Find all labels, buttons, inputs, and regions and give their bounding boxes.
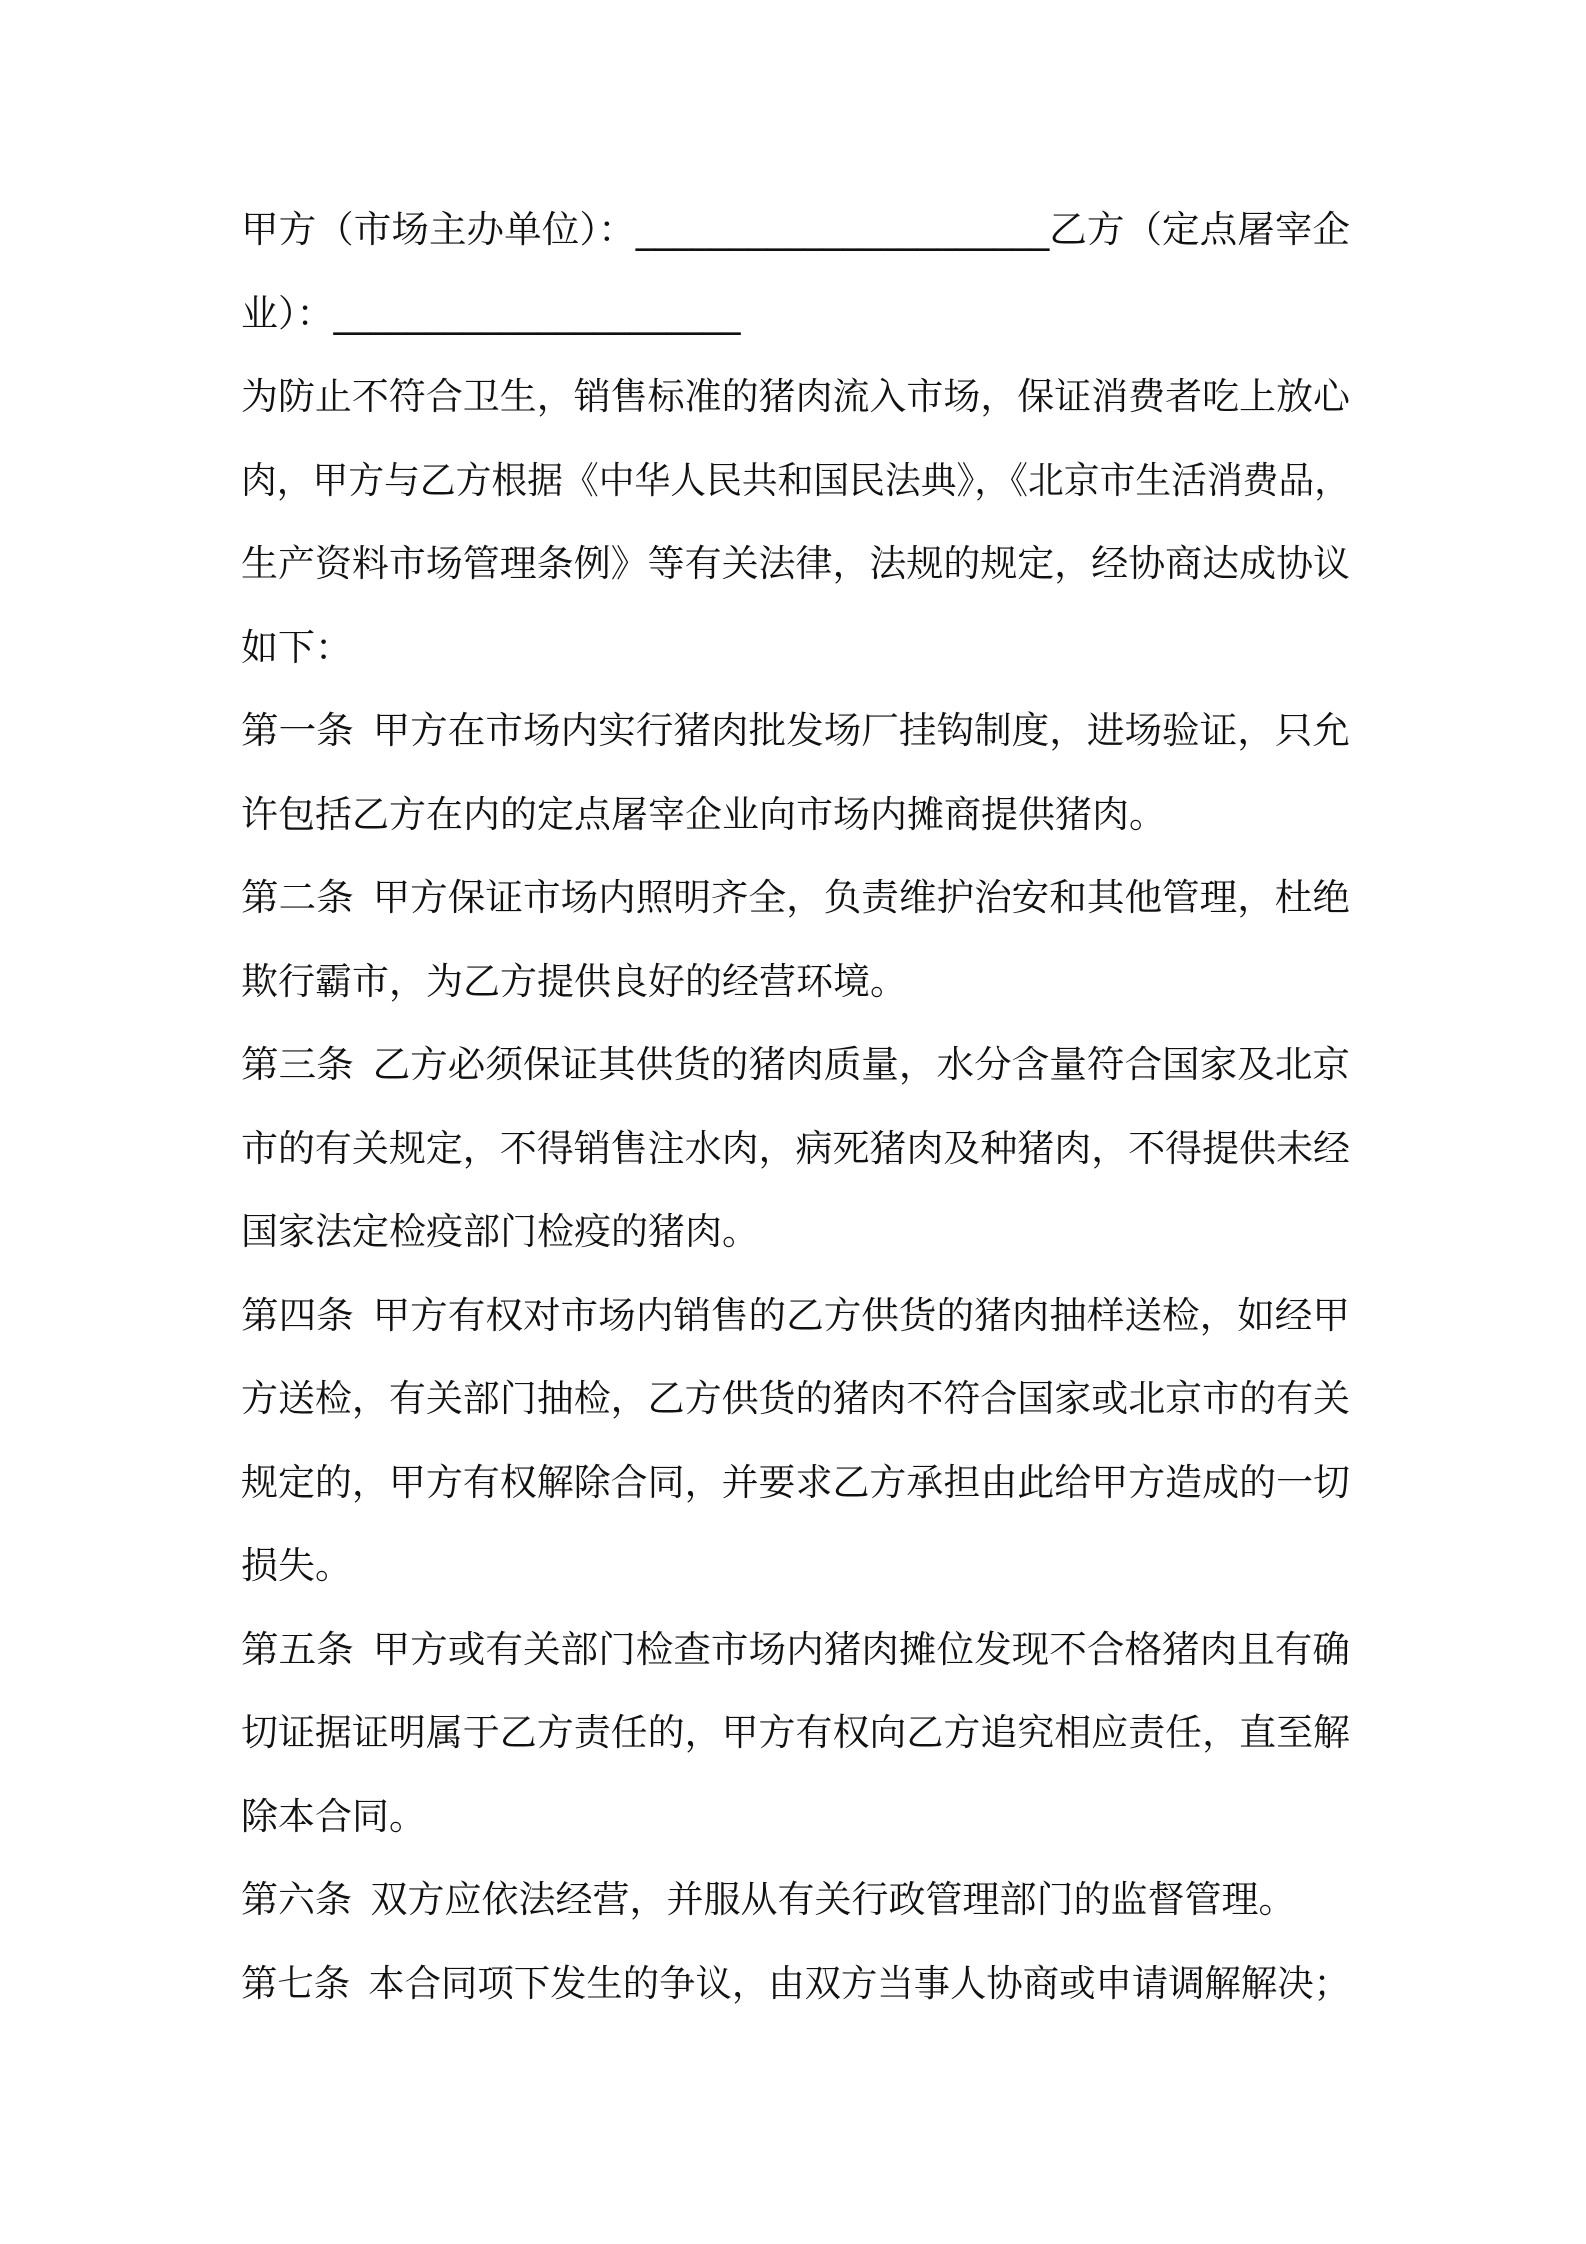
article-5-line: [241, 1608, 1350, 1692]
article-5-first-line: [241, 1608, 1350, 1692]
preamble-text: 肉，甲方与乙方根据《中华人民共和国民法典》，《北京市生活消费品，: [241, 458, 1350, 502]
preamble-line: [241, 355, 1350, 439]
party-b-blank: ______________________: [333, 291, 741, 335]
party-b-label: 乙方（定点屠宰企: [1049, 208, 1350, 251]
article-3-first-line: [241, 1023, 1350, 1107]
preamble-text: 如下：: [241, 625, 352, 669]
preamble-text: 为防止不符合卫生，销售标准的猪肉流入市场，保证消费者吃上放心: [241, 375, 1350, 418]
article-5-line: [241, 1775, 1350, 1859]
article-6-line: [241, 1858, 1350, 1942]
preamble-line: [241, 439, 1350, 523]
article-text: 方送检，有关部门抽检，乙方供货的猪肉不符合国家或北京市的有关: [241, 1377, 1350, 1420]
article-6-first-line: [241, 1858, 1296, 1942]
article-7-line: [241, 1942, 1350, 2026]
article-4-line: [241, 1524, 1350, 1608]
article-1-line: [241, 689, 1350, 773]
article-1-line: [241, 773, 1350, 857]
article-4-line: [241, 1274, 1350, 1358]
article-3-line: [241, 1023, 1350, 1107]
article-2-first-line: [241, 856, 1350, 940]
article-text: 切证据证明属于乙方责任的，甲方有权向乙方追究相应责任，直至解: [241, 1711, 1350, 1754]
article-text: 甲方保证市场内照明齐全，负责维护治安和其他管理，杜绝: [372, 876, 1350, 919]
article-4-line: [241, 1357, 1350, 1441]
article-text: 本合同项下发生的争议，由双方当事人协商或申请调解解决；: [368, 1961, 1350, 2005]
article-number: 第二条: [241, 876, 354, 919]
article-text: 许包括乙方在内的定点屠宰企业向市场内摊商提供猪肉。: [241, 792, 1166, 836]
article-number: 第四条: [241, 1293, 354, 1337]
article-4-first-line: [241, 1274, 1350, 1358]
article-number: 第六条: [241, 1878, 352, 1921]
contract-body: [241, 188, 1350, 2025]
article-5-line: [241, 1691, 1350, 1775]
article-text: 损失。: [241, 1544, 352, 1587]
party-b-label-continued: 业）：: [241, 291, 334, 335]
article-7-first-line: [241, 1942, 1350, 2026]
article-1-first-line: [241, 689, 1350, 773]
article-text: 国家法定检疫部门检疫的猪肉。: [241, 1210, 759, 1253]
article-number: 第一条: [241, 709, 354, 752]
article-text: 规定的，甲方有权解除合同，并要求乙方承担由此给甲方造成的一切: [241, 1460, 1350, 1504]
article-2-line: [241, 940, 1350, 1024]
article-3-line: [241, 1190, 1350, 1274]
preamble-line: [241, 606, 1350, 690]
article-3-line: [241, 1107, 1350, 1191]
article-text: 市的有关规定，不得销售注水肉，病死猪肉及种猪肉，不得提供未经: [241, 1126, 1350, 1170]
article-text: 双方应依法经营，并服从有关行政管理部门的监督管理。: [370, 1878, 1296, 1921]
parties-line: [241, 188, 1350, 272]
preamble-text: 生产资料市场管理条例》等有关法律，法规的规定，经协商达成协议: [241, 542, 1350, 585]
party-a-label: 甲方（市场主办单位）：: [241, 208, 636, 251]
preamble-line: [241, 522, 1350, 606]
article-2-line: [241, 856, 1350, 940]
parties-line-content: [241, 272, 741, 356]
article-text: 欺行霸市，为乙方提供良好的经营环境。: [241, 959, 907, 1003]
article-text: 甲方有权对市场内销售的乙方供货的猪肉抽样送检，如经甲: [372, 1293, 1350, 1337]
article-text: 甲方在市场内实行猪肉批发场厂挂钩制度，进场验证，只允: [372, 709, 1350, 752]
article-number: 第七条: [241, 1961, 351, 2005]
article-text: 乙方必须保证其供货的猪肉质量，水分含量符合国家及北京: [372, 1043, 1350, 1086]
parties-line-content: [241, 188, 1350, 272]
article-number: 第五条: [241, 1627, 354, 1671]
article-number: 第三条: [241, 1043, 354, 1086]
article-text: 除本合同。: [241, 1794, 426, 1838]
party-a-blank: ______________________: [635, 208, 1050, 251]
parties-line: [241, 272, 1350, 356]
article-4-line: [241, 1441, 1350, 1525]
article-text: 甲方或有关部门检查市场内猪肉摊位发现不合格猪肉且有确: [372, 1627, 1350, 1671]
